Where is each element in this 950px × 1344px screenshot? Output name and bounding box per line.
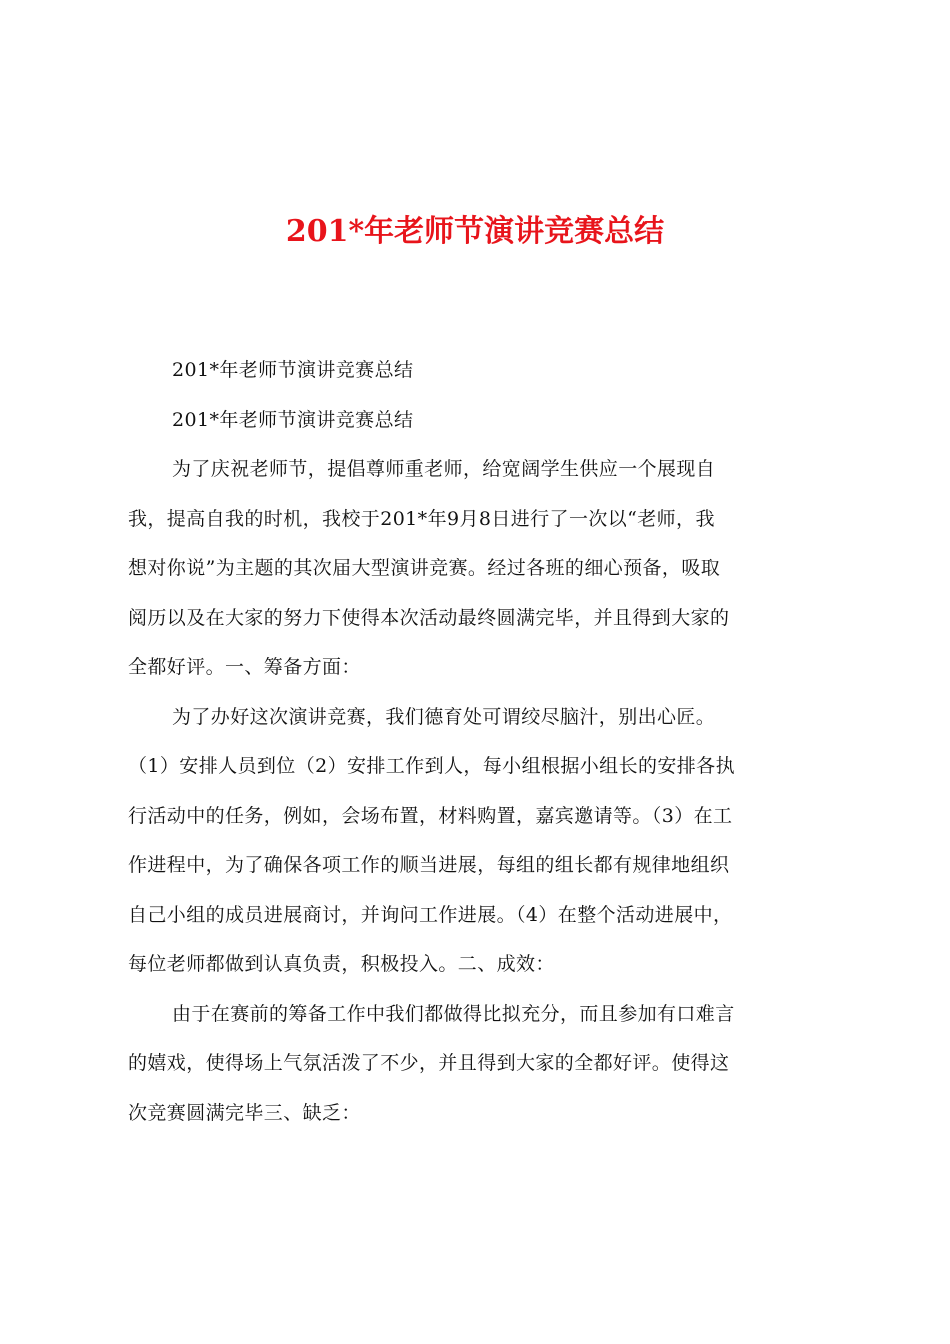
- paragraph-line: 我，提高自我的时机，我校于201*年9月8日进行了一次以“老师，我: [128, 507, 715, 530]
- paragraph-line: 每位老师都做到认真负责，积极投入。二、成效：: [128, 953, 555, 975]
- paragraph-line: 自己小组的成员进展商讨，并询问工作进展。（4）在整个活动进展中，: [128, 903, 733, 926]
- paragraph-line: 作进程中，为了确保各项工作的顺当进展，每组的组长都有规律地组织: [128, 854, 730, 876]
- paragraph-line: 为了办好这次演讲竞赛，我们德育处可谓绞尽脑汁，别出心匠。: [172, 705, 716, 728]
- paragraph-line: 由于在赛前的筹备工作中我们都做得比拟充分，而且参加有口难言: [172, 1002, 735, 1025]
- paragraph-line: 阅历以及在大家的努力下使得本次活动最终圆满完毕，并且得到大家的: [128, 606, 730, 629]
- text-line-subtitle: 201*年老师节演讲竞赛总结: [172, 359, 414, 381]
- document-body: [128, 346, 834, 1138]
- paragraph-line: （1）安排人员到位（2）安排工作到人，每小组根据小组长的安排各执: [128, 755, 735, 777]
- text-line-subtitle: 201*年老师节演讲竞赛总结: [172, 408, 414, 431]
- paragraph-line: 想对你说”为主题的其次届大型演讲竞赛。经过各班的细心预备，吸取: [128, 557, 721, 579]
- paragraph-line: 行活动中的任务，例如，会场布置，材料购置，嘉宾邀请等。（3）在工: [128, 804, 733, 827]
- paragraph-line: 次竞赛圆满完毕三、缺乏：: [128, 1101, 361, 1124]
- document-title: 201*年老师节演讲竞赛总结: [285, 214, 665, 249]
- paragraph-line: 全都好评。一、筹备方面：: [128, 656, 361, 678]
- paragraph-line: 的嬉戏，使得场上气氛活泼了不少，并且得到大家的全都好评。使得这: [128, 1052, 730, 1074]
- paragraph-line: 为了庆祝老师节，提倡尊师重老师，给宽阔学生供应一个展现自: [172, 458, 716, 480]
